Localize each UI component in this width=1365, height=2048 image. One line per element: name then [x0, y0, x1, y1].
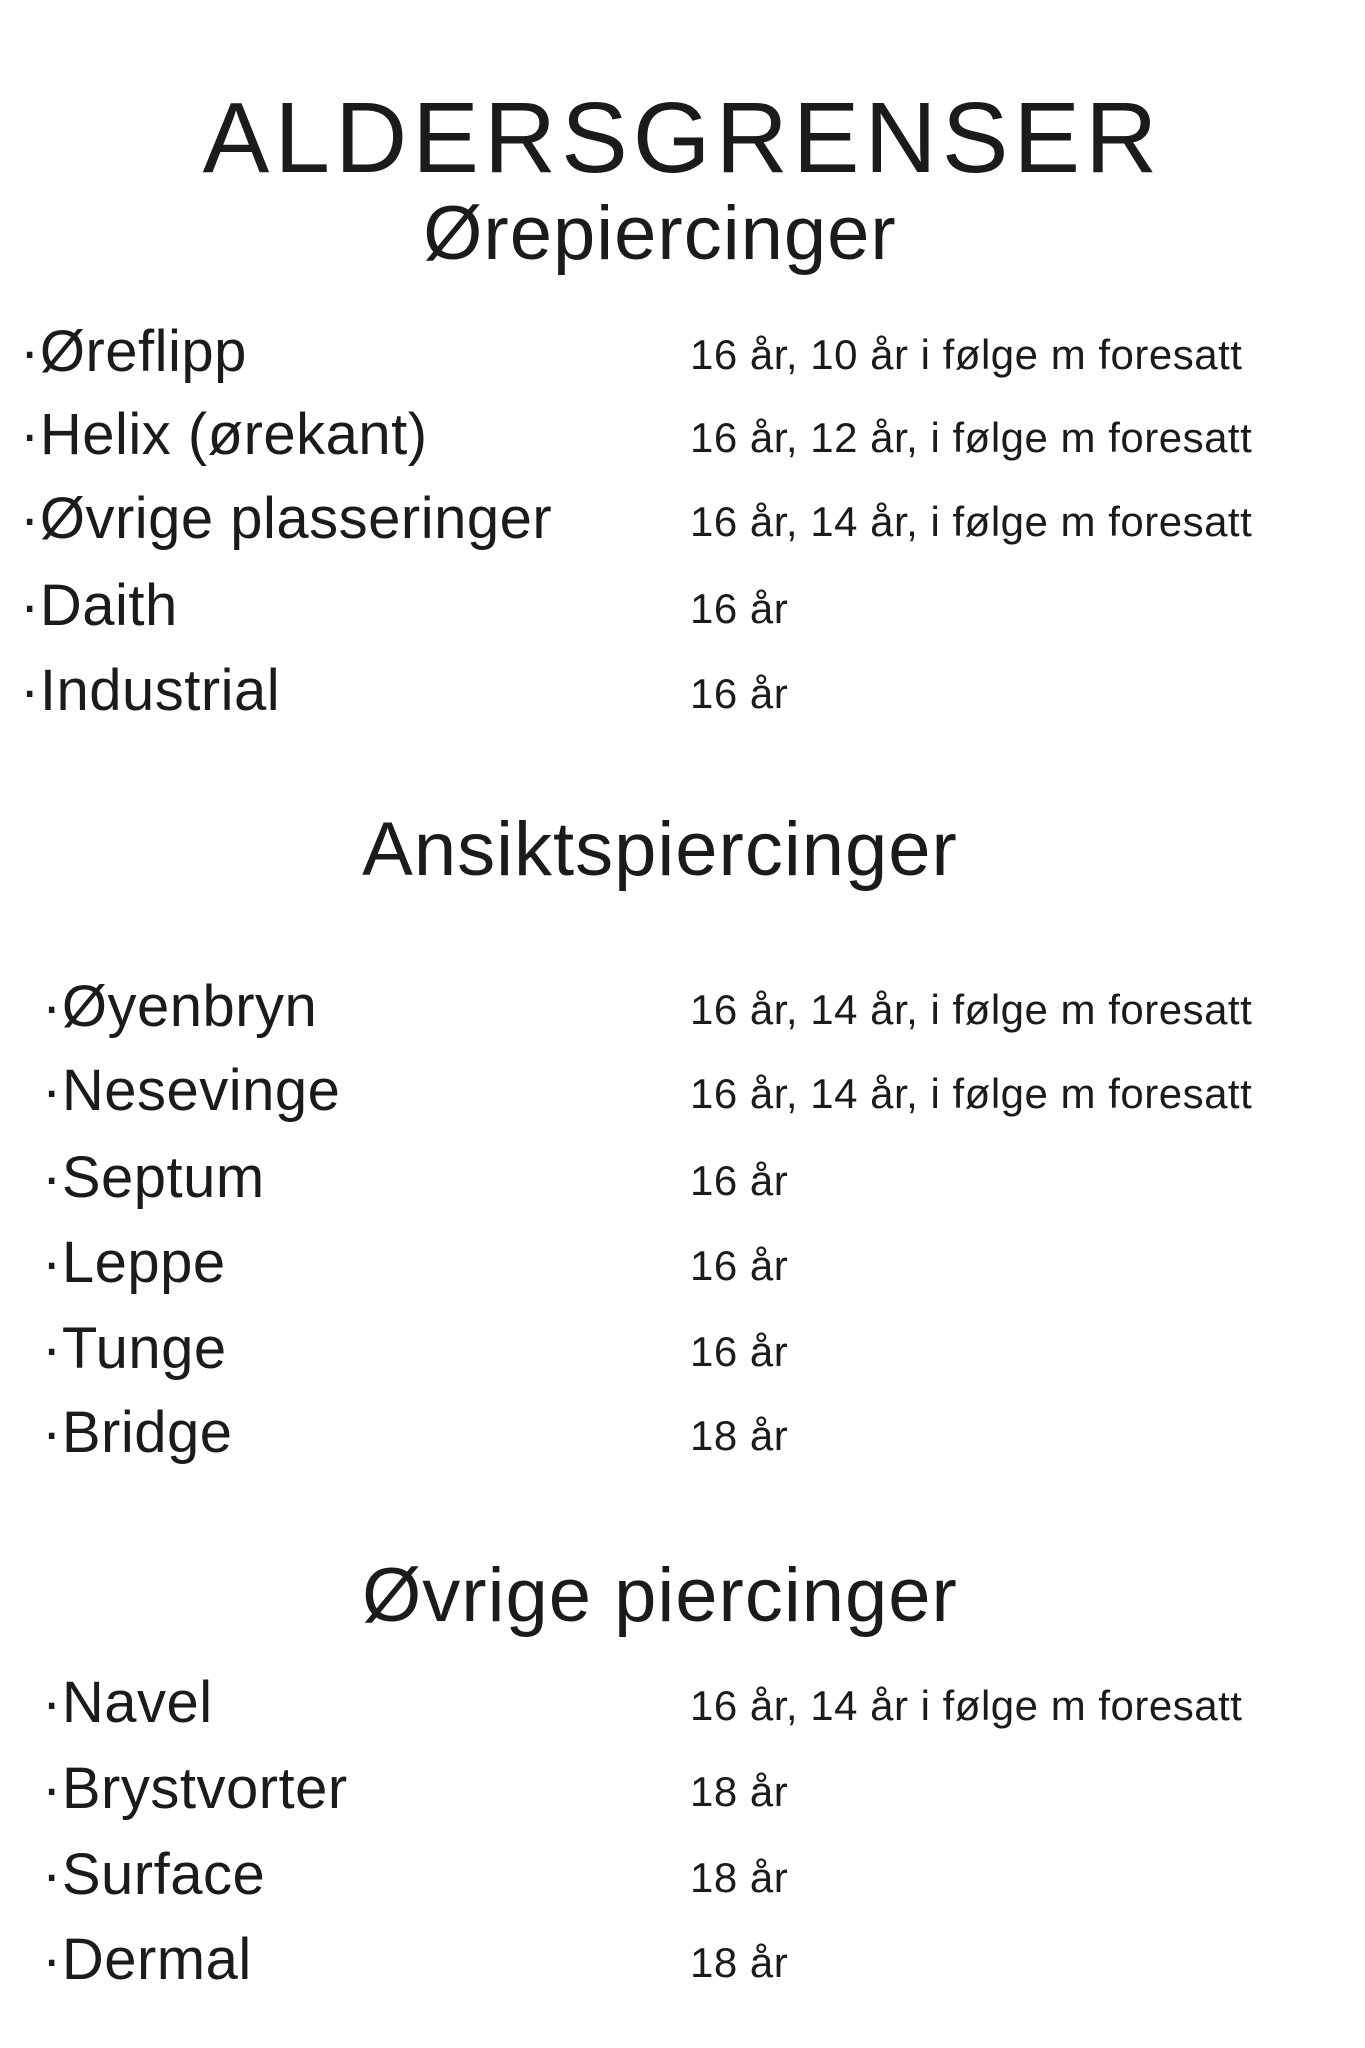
piercing-label-text: Septum — [61, 1145, 265, 1210]
age-limit-value: 16 år, 14 år i følge m foresatt — [690, 1682, 1243, 1729]
bullet-icon: · — [42, 1927, 62, 1992]
piercing-label-text: Dermal — [61, 1927, 252, 1992]
piercing-row — [0, 1146, 1365, 1226]
piercing-row — [0, 1059, 1365, 1139]
piercing-label — [20, 659, 280, 723]
piercing-label — [42, 1843, 265, 1907]
age-limit-value: 16 år — [690, 1157, 789, 1204]
piercing-label — [42, 975, 317, 1039]
piercing-row — [0, 1928, 1365, 2008]
piercing-label — [42, 1059, 340, 1123]
piercing-label — [20, 403, 428, 467]
piercing-label — [42, 1671, 213, 1735]
piercing-label-text: Industrial — [39, 658, 281, 723]
bullet-icon: · — [20, 486, 40, 551]
age-limit-value: 16 år — [690, 1242, 789, 1289]
piercing-label-text: Daith — [39, 573, 178, 638]
age-limit-value: 16 år, 14 år, i følge m foresatt — [690, 1070, 1253, 1117]
piercing-label — [42, 1401, 232, 1465]
piercing-label-text: Øyenbryn — [61, 974, 318, 1039]
age-limit-value: 18 år — [690, 1854, 789, 1901]
bullet-icon: · — [20, 658, 40, 723]
bullet-icon: · — [20, 319, 40, 384]
bullet-icon: · — [42, 1058, 62, 1123]
age-limit-value: 16 år — [690, 585, 789, 632]
piercing-label-text: Øreflipp — [39, 319, 247, 384]
piercing-label — [42, 1146, 265, 1210]
piercing-label — [42, 1317, 227, 1381]
piercing-label-text: Navel — [61, 1670, 213, 1735]
piercing-label-text: Øvrige plasseringer — [39, 486, 553, 551]
age-limit-value: 18 år — [690, 1412, 789, 1459]
piercing-label-text: Tunge — [61, 1316, 227, 1381]
age-limit-value: 16 år, 10 år i følge m foresatt — [690, 331, 1243, 378]
age-limit-value: 16 år, 14 år, i følge m foresatt — [690, 986, 1253, 1033]
piercing-label-text: Bridge — [61, 1400, 233, 1465]
bullet-icon: · — [42, 1230, 62, 1295]
bullet-icon: · — [42, 1316, 62, 1381]
piercing-label-text: Brystvorter — [61, 1756, 348, 1821]
piercing-row — [0, 659, 1365, 739]
piercing-label-text: Leppe — [61, 1230, 226, 1295]
bullet-icon: · — [42, 1670, 62, 1735]
piercing-row — [0, 975, 1365, 1055]
piercing-label — [20, 574, 178, 638]
section-heading-ear-piercings: Ørepiercinger — [423, 191, 897, 276]
bullet-icon: · — [42, 1400, 62, 1465]
piercing-row — [0, 403, 1365, 483]
piercing-row — [0, 320, 1365, 400]
age-limit-value: 16 år, 14 år, i følge m foresatt — [690, 498, 1253, 545]
bullet-icon: · — [20, 402, 40, 467]
piercing-label — [42, 1928, 252, 1992]
piercing-row — [0, 574, 1365, 654]
age-limit-value: 16 år — [690, 1328, 789, 1375]
bullet-icon: · — [20, 573, 40, 638]
piercing-label — [20, 487, 552, 551]
piercing-label-text: Surface — [61, 1842, 266, 1907]
age-limit-value: 18 år — [690, 1768, 789, 1815]
piercing-row — [0, 1231, 1365, 1311]
piercing-label — [20, 320, 247, 384]
piercing-row — [0, 1317, 1365, 1397]
piercing-row — [0, 1757, 1365, 1837]
bullet-icon: · — [42, 974, 62, 1039]
section-heading-face-piercings: Ansiktspiercinger — [362, 807, 958, 892]
piercing-label — [42, 1231, 226, 1295]
piercing-row — [0, 1671, 1365, 1751]
piercing-label — [42, 1757, 348, 1821]
piercing-label-text: Helix (ørekant) — [39, 402, 428, 467]
piercing-label-text: Nesevinge — [61, 1058, 341, 1123]
poster-title: ALDERSGRENSER — [202, 82, 1163, 194]
piercing-row — [0, 487, 1365, 567]
bullet-icon: · — [42, 1842, 62, 1907]
piercing-row — [0, 1843, 1365, 1923]
age-limit-value: 18 år — [690, 1939, 789, 1986]
piercing-row — [0, 1401, 1365, 1481]
bullet-icon: · — [42, 1145, 62, 1210]
section-heading-other-piercings: Øvrige piercinger — [362, 1553, 958, 1638]
bullet-icon: · — [42, 1756, 62, 1821]
age-limit-value: 16 år, 12 år, i følge m foresatt — [690, 414, 1253, 461]
age-limit-value: 16 år — [690, 670, 789, 717]
